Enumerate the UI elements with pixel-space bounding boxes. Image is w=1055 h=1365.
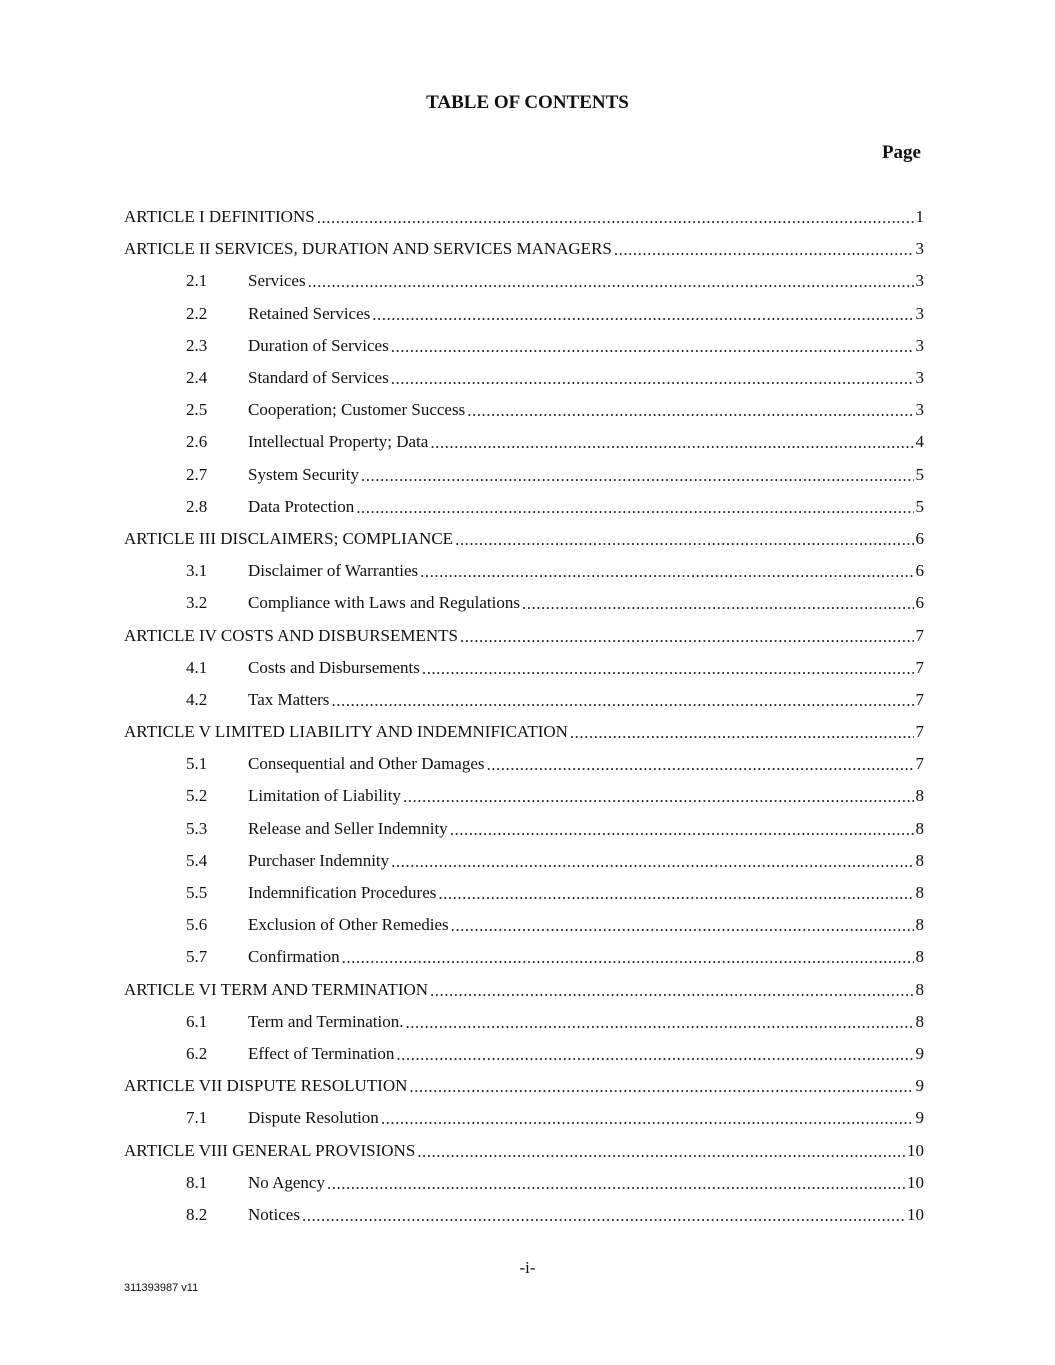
dot-leader xyxy=(327,1174,905,1194)
toc-entry-page: 3 xyxy=(915,239,924,259)
toc-entry-page: 10 xyxy=(907,1140,924,1160)
toc-entry-page: 10 xyxy=(907,1172,924,1192)
toc-section-entry[interactable] xyxy=(124,1167,924,1199)
dot-leader xyxy=(331,691,913,711)
toc-entry-label: ARTICLE VI TERM AND TERMINATION xyxy=(124,979,429,999)
toc-entry-page: 8 xyxy=(915,883,924,903)
toc-entry-number: 2.3 xyxy=(186,335,208,355)
toc-section-entry[interactable] xyxy=(124,813,924,845)
toc-entry-label: Compliance with Laws and Regulations xyxy=(248,593,520,613)
toc-entry-label: Dispute Resolution xyxy=(248,1108,379,1128)
toc-entry-label: Consequential and Other Damages xyxy=(248,754,485,774)
toc-entry-page: 9 xyxy=(915,1043,924,1063)
toc-entry-page: 3 xyxy=(915,303,924,323)
dot-leader xyxy=(356,498,913,518)
toc-entry-number: 8.2 xyxy=(186,1204,208,1224)
toc-entry-number: 4.2 xyxy=(186,689,208,709)
toc-entry-label: Retained Services xyxy=(248,303,371,323)
dot-leader xyxy=(420,562,913,582)
toc-section-entry[interactable] xyxy=(124,362,924,394)
toc-entry-page: 7 xyxy=(915,657,924,677)
dot-leader xyxy=(450,820,914,840)
toc-entry-label: System Security xyxy=(248,464,359,484)
toc-entry-page: 3 xyxy=(915,400,924,420)
toc-section-entry[interactable] xyxy=(124,587,924,619)
toc-entry-number: 7.1 xyxy=(186,1108,208,1128)
toc-entry-page: 10 xyxy=(907,1204,924,1224)
toc-article-entry[interactable] xyxy=(124,523,924,555)
toc-section-entry[interactable] xyxy=(124,1006,924,1038)
toc-section-entry[interactable] xyxy=(124,298,924,330)
toc-entry-number: 2.6 xyxy=(186,432,208,452)
toc-entry-page: 6 xyxy=(915,561,924,581)
toc-entry-page: 8 xyxy=(915,915,924,935)
toc-entry-label: Disclaimer of Warranties xyxy=(248,561,419,581)
toc-entry-page: 3 xyxy=(915,271,924,291)
dot-leader xyxy=(409,1077,913,1097)
toc-entry-number: 5.3 xyxy=(186,818,208,838)
dot-leader xyxy=(570,723,914,743)
toc-entry-number: 2.5 xyxy=(186,400,208,420)
toc-entry-label: ARTICLE I DEFINITIONS xyxy=(124,207,315,227)
toc-entry-page: 5 xyxy=(915,464,924,484)
toc-entry-page: 1 xyxy=(915,207,924,227)
toc-entry-number: 5.7 xyxy=(186,947,208,967)
toc-entry-label: Duration of Services xyxy=(248,335,389,355)
toc-entry-page: 4 xyxy=(915,432,924,452)
toc-article-entry[interactable] xyxy=(124,233,924,265)
toc-entry-page: 8 xyxy=(915,786,924,806)
toc-entry-number: 3.1 xyxy=(186,561,208,581)
toc-entry-page: 8 xyxy=(915,818,924,838)
toc-section-entry[interactable] xyxy=(124,459,924,491)
toc-entry-page: 6 xyxy=(915,528,924,548)
toc-section-entry[interactable] xyxy=(124,877,924,909)
toc-article-entry[interactable] xyxy=(124,619,924,651)
toc-entry-page: 7 xyxy=(915,625,924,645)
toc-entry-label: Indemnification Procedures xyxy=(248,883,437,903)
toc-article-entry[interactable] xyxy=(124,201,924,233)
toc-entry-number: 2.1 xyxy=(186,271,208,291)
dot-leader xyxy=(430,981,913,1001)
dot-leader xyxy=(451,916,914,936)
toc-entry-number: 2.7 xyxy=(186,464,208,484)
toc-entry-number: 6.1 xyxy=(186,1011,208,1031)
toc-entry-label: Term and Termination. xyxy=(248,1011,404,1031)
toc-section-entry[interactable] xyxy=(124,780,924,812)
dot-leader xyxy=(372,305,913,325)
toc-article-entry[interactable] xyxy=(124,1134,924,1166)
dot-leader xyxy=(422,659,914,679)
toc-entry-number: 2.8 xyxy=(186,496,208,516)
toc-entry-page: 7 xyxy=(915,689,924,709)
dot-leader xyxy=(455,530,913,550)
toc-article-entry[interactable] xyxy=(124,974,924,1006)
toc-entry-label: Effect of Termination xyxy=(248,1043,395,1063)
toc-entry-label: Data Protection xyxy=(248,496,355,516)
toc-section-entry[interactable] xyxy=(124,330,924,362)
toc-entry-number: 5.4 xyxy=(186,850,208,870)
toc-entry-label: Notices xyxy=(248,1204,300,1224)
toc-section-entry[interactable] xyxy=(124,845,924,877)
toc-section-entry[interactable] xyxy=(124,941,924,973)
dot-leader xyxy=(381,1109,914,1129)
toc-section-entry[interactable] xyxy=(124,1199,924,1231)
toc-entry-label: Limitation of Liability xyxy=(248,786,401,806)
toc-title: TABLE OF CONTENTS xyxy=(426,92,629,113)
toc-entry-page: 9 xyxy=(915,1076,924,1096)
toc-entry-page: 8 xyxy=(915,947,924,967)
toc-entry-label: Standard of Services xyxy=(248,368,389,388)
dot-leader xyxy=(460,627,914,647)
toc-entry-label: ARTICLE VIII GENERAL PROVISIONS xyxy=(124,1140,416,1160)
dot-leader xyxy=(317,208,914,228)
dot-leader xyxy=(391,852,913,872)
dot-leader xyxy=(522,594,914,614)
dot-leader xyxy=(403,787,914,807)
toc-section-entry[interactable] xyxy=(124,1102,924,1134)
dot-leader xyxy=(614,240,914,260)
toc-entry-label: ARTICLE VII DISPUTE RESOLUTION xyxy=(124,1076,408,1096)
toc-entry-label: Release and Seller Indemnity xyxy=(248,818,448,838)
toc-list xyxy=(124,201,924,1231)
dot-leader xyxy=(391,369,914,389)
dot-leader xyxy=(302,1206,905,1226)
footer-page-number: -i- xyxy=(519,1258,536,1277)
toc-entry-page: 9 xyxy=(915,1108,924,1128)
toc-section-entry[interactable] xyxy=(124,426,924,458)
toc-entry-label: ARTICLE V LIMITED LIABILITY AND INDEMNIFICATION xyxy=(124,722,568,742)
dot-leader xyxy=(467,401,913,421)
toc-entry-page: 3 xyxy=(915,368,924,388)
toc-entry-number: 4.1 xyxy=(186,657,208,677)
toc-entry-page: 6 xyxy=(915,593,924,613)
dot-leader xyxy=(391,337,914,357)
toc-entry-number: 5.1 xyxy=(186,754,208,774)
toc-entry-label: Tax Matters xyxy=(248,689,330,709)
toc-entry-label: Exclusion of Other Remedies xyxy=(248,915,449,935)
toc-entry-number: 5.5 xyxy=(186,883,208,903)
toc-section-entry[interactable] xyxy=(124,394,924,426)
toc-entry-label: ARTICLE III DISCLAIMERS; COMPLIANCE xyxy=(124,528,454,548)
dot-leader xyxy=(342,948,914,968)
dot-leader xyxy=(361,466,914,486)
toc-entry-label: Cooperation; Customer Success xyxy=(248,400,466,420)
toc-article-entry[interactable] xyxy=(124,716,924,748)
toc-section-entry[interactable] xyxy=(124,555,924,587)
toc-entry-number: 2.2 xyxy=(186,303,208,323)
toc-entry-label: ARTICLE II SERVICES, DURATION AND SERVICES MANAGERS xyxy=(124,239,612,259)
dot-leader xyxy=(438,884,913,904)
toc-section-entry[interactable] xyxy=(124,652,924,684)
toc-entry-page: 8 xyxy=(915,1011,924,1031)
toc-entry-label: ARTICLE IV COSTS AND DISBURSEMENTS xyxy=(124,625,458,645)
dot-leader xyxy=(487,755,914,775)
toc-entry-page: 7 xyxy=(915,754,924,774)
toc-entry-number: 2.4 xyxy=(186,368,208,388)
dot-leader xyxy=(430,433,913,453)
dot-leader xyxy=(396,1045,913,1065)
toc-section-entry[interactable] xyxy=(124,684,924,716)
toc-entry-label: Services xyxy=(248,271,306,291)
toc-entry-page: 5 xyxy=(915,496,924,516)
toc-entry-number: 8.1 xyxy=(186,1172,208,1192)
toc-entry-page: 8 xyxy=(915,979,924,999)
toc-entry-number: 6.2 xyxy=(186,1043,208,1063)
toc-section-entry[interactable] xyxy=(124,265,924,297)
dot-leader xyxy=(417,1142,905,1162)
toc-entry-label: Confirmation xyxy=(248,947,340,967)
toc-entry-label: Purchaser Indemnity xyxy=(248,850,390,870)
toc-section-entry[interactable] xyxy=(124,491,924,523)
toc-entry-number: 3.2 xyxy=(186,593,208,613)
toc-section-entry[interactable] xyxy=(124,909,924,941)
toc-article-entry[interactable] xyxy=(124,1070,924,1102)
toc-entry-page: 7 xyxy=(915,722,924,742)
dot-leader xyxy=(405,1013,913,1033)
toc-entry-label: Costs and Disbursements xyxy=(248,657,420,677)
toc-section-entry[interactable] xyxy=(124,748,924,780)
toc-entry-label: No Agency xyxy=(248,1172,325,1192)
toc-entry-label: Intellectual Property; Data xyxy=(248,432,429,452)
toc-entry-number: 5.6 xyxy=(186,915,208,935)
page-column-header: Page xyxy=(881,142,921,163)
document-id: 311393987 v11 xyxy=(124,1282,199,1294)
toc-entry-number: 5.2 xyxy=(186,786,208,806)
toc-entry-page: 3 xyxy=(915,335,924,355)
toc-section-entry[interactable] xyxy=(124,1038,924,1070)
toc-entry-page: 8 xyxy=(915,850,924,870)
dot-leader xyxy=(308,272,914,292)
